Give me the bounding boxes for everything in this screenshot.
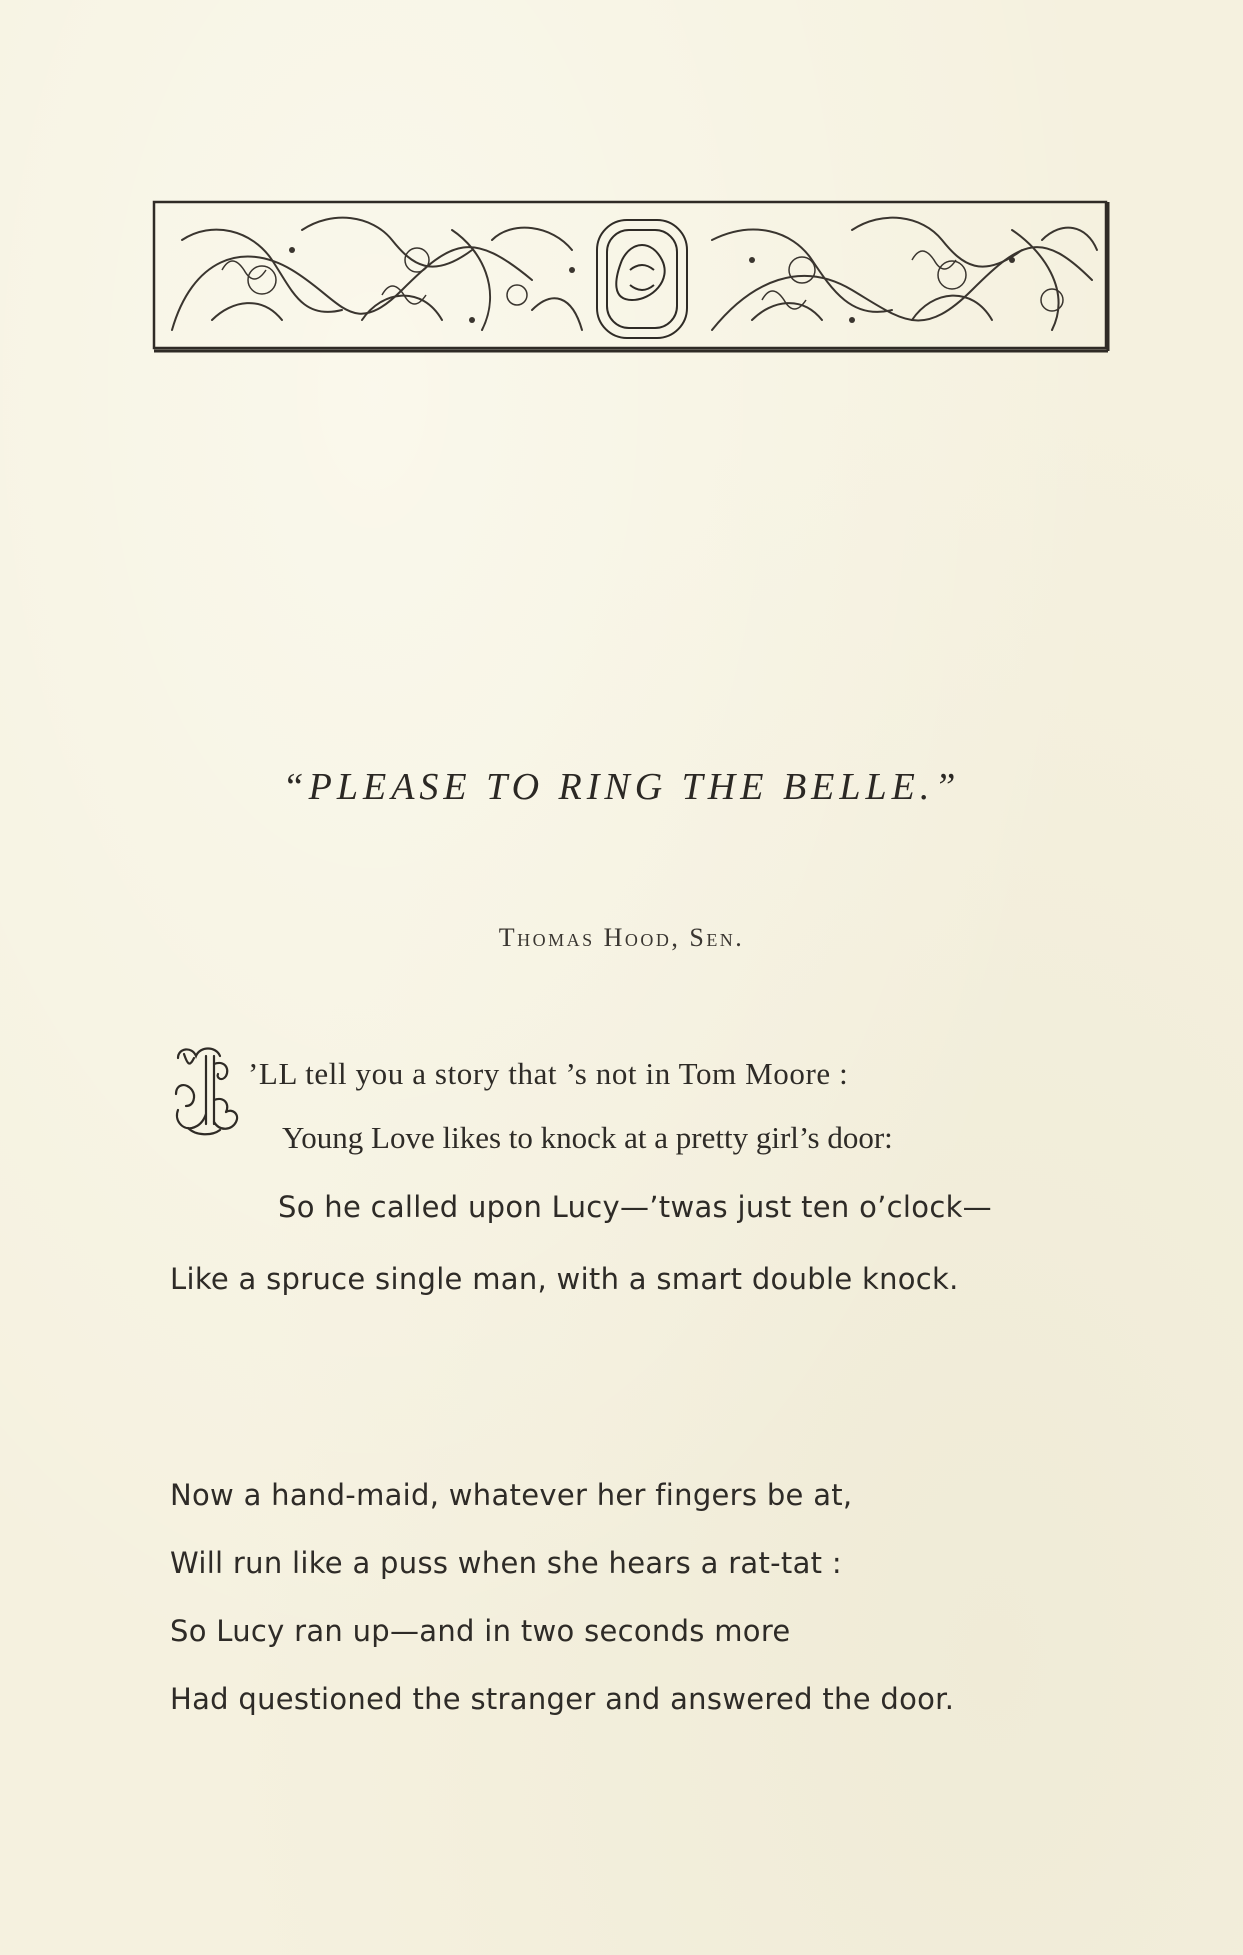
- stanza-line: Like a spruce single man, with a smart double knock.: [170, 1262, 959, 1296]
- stanza-line: So he called upon Lucy—’twas just ten o’clock—: [278, 1190, 992, 1224]
- drop-cap-letter: I: [70, 944, 71, 945]
- ornamental-headpiece: [152, 200, 1110, 354]
- stanza-line: Will run like a puss when she hears a rat-tat :: [170, 1546, 842, 1580]
- stanza-line: So Lucy ran up—and in two seconds more: [170, 1614, 791, 1648]
- drop-cap-initial: [70, 944, 244, 1136]
- stanza-line: Young Love likes to knock at a pretty girl’s door:: [282, 1120, 893, 1155]
- stanza-line: Had questioned the stranger and answered the door.: [170, 1682, 955, 1716]
- stanza-line: Now a hand-maid, whatever her fingers be at,: [170, 1478, 853, 1512]
- poem-author: Thomas Hood, Sen.: [498, 923, 745, 952]
- stanza-line: ’LL tell you a story that ’s not in Tom Moore :: [248, 1056, 849, 1091]
- poem-title: “PLEASE TO RING THE BELLE.”: [282, 766, 961, 808]
